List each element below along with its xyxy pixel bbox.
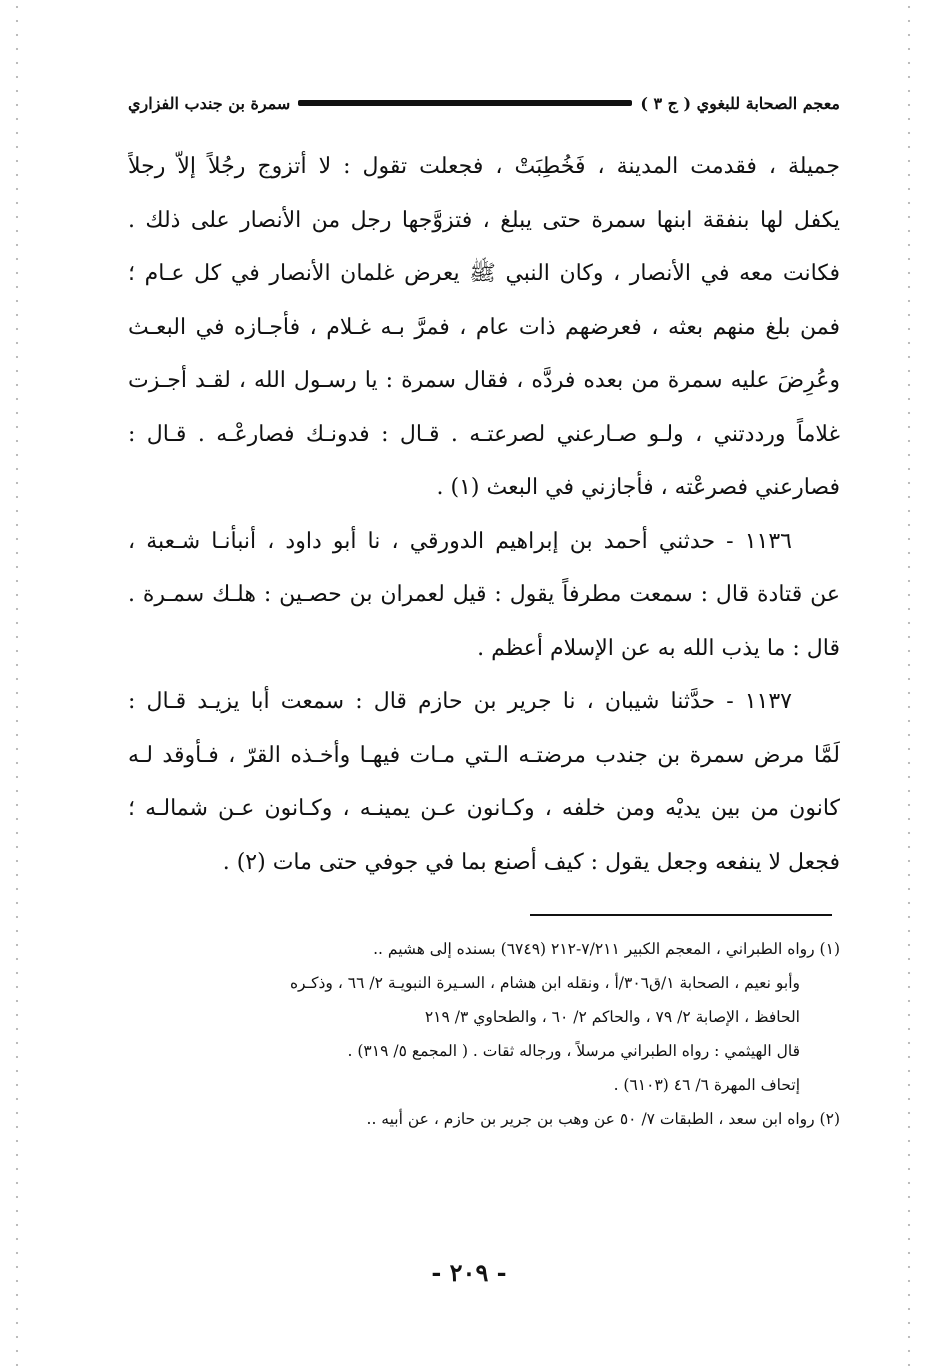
hadith-1137-start: ١١٣٧ - حدَّثنا شيبان ، نا جرير بن حازم قال : سمعت أبا يزيـد قـال : — [128, 689, 792, 714]
text-line: قال : ما يذب الله به عن الإسلام أعظم . — [477, 635, 840, 661]
text-line: فصارعني فصرعْته ، فأجازني في البعث (١) . — [436, 475, 840, 500]
footnote-1: (١) رواه الطبراني ، المعجم الكبير ٧/٢١١-٢١٢ (٦٧٤٩) بسنده إلى هشيم .. — [373, 940, 840, 958]
text-line: غلاماً ورددتني ، ولـو صـارعني لصرعتـه . قـال : فدونـك فصارعْـه . قـال : — [128, 421, 840, 447]
footnotes — [200, 932, 840, 1136]
text-line: عن قتادة قال : سمعت مطرفاً يقول : قيل لعمران بن حصـين : هلـك سمـرة . — [128, 582, 840, 607]
text-line: لَمَّا مرض سمرة بن جندب مرضتـه الـتي مـات فيهـا وأخـذه القرّ ، فـأوقد لـه — [128, 742, 840, 768]
running-header — [128, 88, 840, 118]
footnote-2: (٢) رواه ابن سعد ، الطبقات ٧/ ٥٠ عن وهب بن جرير بن حازم ، عن أبيه .. — [366, 1110, 840, 1128]
text-line: وعُرِضَ عليه سمرة من بعده فردَّه ، فقال سمرة : يا رسـول الله ، لقـد أجـزت — [128, 368, 840, 393]
right-margin-dots — [906, 0, 912, 1366]
footnote-1-cont: قال الهيثمي : رواه الطبراني مرسلاً ، ورجاله ثقات . ( المجمع ٥/ ٣١٩) . — [347, 1042, 800, 1060]
text-line: فجعل لا ينفعه وجعل يقول : كيف أصنع بما في جوفي حتى مات (٢) . — [222, 849, 840, 875]
main-text — [128, 140, 840, 889]
hadith-1136-start: ١١٣٦ - حدثني أحمد بن إبراهيم الدورقي ، نا أبو داود ، أنبأنـا شـعبة ، — [128, 528, 792, 554]
text-line: جميلة ، فقدمت المدينة ، فَخُطِبَتْ ، فجعلت تقول : لا أتزوج رجُلاً إلاّ رجلاً — [128, 154, 840, 179]
text-line: كانون من بين يديْه ومن خلفه ، وكـانون عـن يمينـه ، وكـانون عـن شمالـه ؛ — [128, 796, 840, 821]
page-number: - ٢٠٩ - — [431, 1258, 507, 1287]
footnote-1-cont: الحافظ ، الإصابة ٢/ ٧٩ ، والحاكم ٢/ ٦٠ ، والطحاوي ٣/ ٢١٩ — [424, 1008, 800, 1026]
footnote-1-cont: وأبو نعيم ، الصحابة ١/ق٣٠٦/أ ، ونقله ابن هشام ، السـيرة النبويـة ٢/ ٦٦ ، وذكـره — [289, 974, 800, 992]
text-line: فمن بلغ منهم بعثه ، فعرضهم ذات عام ، فمرَّ بـه غـلام ، فأجـازه في البعـث — [128, 314, 840, 340]
chapter-title: سمرة بن جندب الفزاري — [128, 93, 291, 113]
header-rule — [298, 100, 632, 106]
book-title: معجم الصحابة للبغوي ( ج ٣ ) — [640, 93, 840, 113]
text-line: فكانت معه في الأنصار ، وكان النبي ﷺ يعرض غلمان الأنصار في كل عـام ؛ — [128, 261, 840, 286]
footnote-separator — [530, 914, 832, 916]
footnote-1-cont: إتحاف المهرة ٦/ ٤٦ (٦١٠٣) . — [613, 1076, 800, 1094]
left-margin-dots — [14, 0, 20, 1366]
text-line: يكفل لها بنفقة ابنها سمرة حتى يبلغ ، فتزوَّجها رجل من الأنصار على ذلك . — [128, 207, 840, 233]
